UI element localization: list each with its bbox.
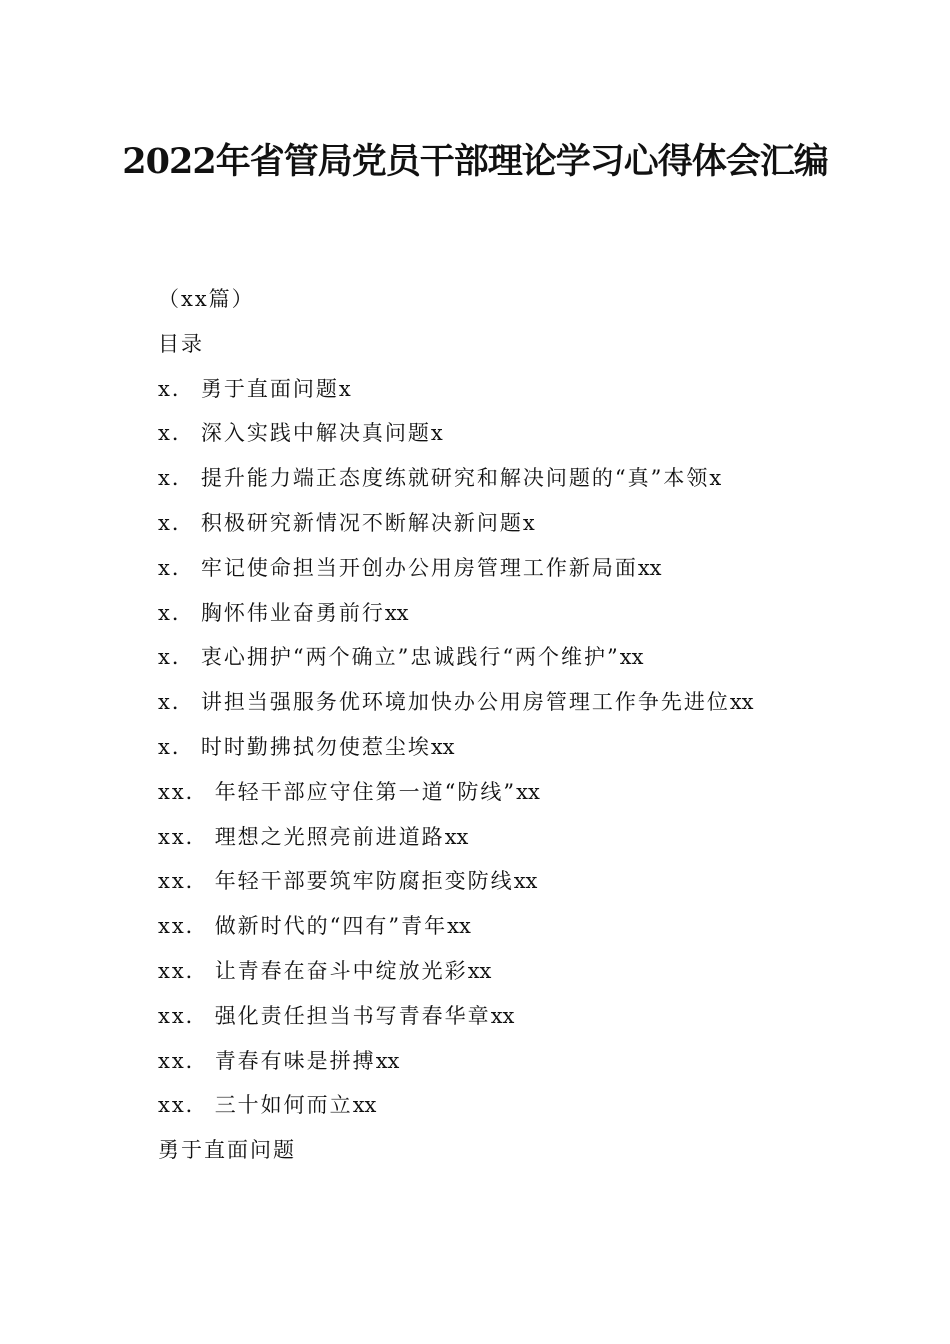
toc-item[interactable]: [158, 639, 838, 684]
toc-item-number: x．: [158, 510, 195, 535]
toc-item-page: xx: [444, 824, 469, 849]
toc-item-page: x: [709, 466, 722, 491]
document-body: [158, 281, 838, 1177]
toc-item-number: x．: [158, 555, 195, 580]
table-of-contents: [158, 371, 838, 1133]
toc-item-number: x．: [158, 376, 195, 401]
toc-item-title: 三十如何而立: [214, 1093, 353, 1118]
toc-item-title: 年轻干部要筑牢防腐拒变防线: [214, 869, 514, 894]
toc-item[interactable]: [158, 550, 838, 595]
toc-item-title: 青春有味是拼搏: [214, 1048, 376, 1073]
toc-item-title: 深入实践中解决真问题: [200, 421, 431, 446]
toc-item[interactable]: [158, 953, 838, 998]
toc-item-number: xx．: [158, 958, 209, 983]
toc-item[interactable]: [158, 863, 838, 908]
toc-item-page: xx: [637, 555, 662, 580]
toc-item-title: 年轻干部应守住第一道“防线”: [214, 779, 517, 804]
toc-item-title: 衷心拥护“两个确立”忠诚践行“两个维护”: [200, 645, 620, 670]
toc-item[interactable]: [158, 819, 838, 864]
toc-item-title: 让青春在奋斗中绽放光彩: [214, 958, 468, 983]
toc-item-number: xx．: [158, 1003, 209, 1028]
toc-item-number: x．: [158, 645, 195, 670]
toc-item-title: 积极研究新情况不断解决新问题: [200, 510, 523, 535]
toc-item-page: xx: [384, 600, 409, 625]
toc-item-number: xx．: [158, 869, 209, 894]
toc-item[interactable]: [158, 460, 838, 505]
toc-item-page: xx: [447, 914, 471, 939]
toc-item-title: 做新时代的“四有”青年: [214, 914, 448, 939]
toc-item-number: x．: [158, 734, 195, 759]
toc-item-title: 理想之光照亮前进道路: [214, 824, 445, 849]
count-note: （xx篇）: [158, 287, 255, 311]
toc-item[interactable]: [158, 505, 838, 550]
toc-item[interactable]: [158, 1043, 838, 1088]
toc-item-number: xx．: [158, 1048, 209, 1073]
toc-item[interactable]: [158, 371, 838, 416]
toc-item-number: xx．: [158, 779, 209, 804]
toc-item-page: xx: [729, 690, 754, 715]
toc-item-page: x: [430, 421, 443, 446]
section-heading: 勇于直面问题: [158, 1138, 296, 1163]
toc-item[interactable]: [158, 684, 838, 729]
toc-item-page: xx: [516, 779, 540, 804]
toc-item-page: x: [338, 376, 351, 401]
toc-item-title: 牢记使命担当开创办公用房管理工作新局面: [200, 555, 638, 580]
toc-item-title: 提升能力端正态度练就研究和解决问题的“真”本领: [200, 466, 710, 491]
toc-item-number: x．: [158, 421, 195, 446]
toc-item-page: xx: [467, 958, 492, 983]
toc-item-page: xx: [430, 734, 455, 759]
toc-item[interactable]: [158, 415, 838, 460]
toc-item-page: xx: [490, 1003, 515, 1028]
toc-item[interactable]: [158, 729, 838, 774]
toc-item-page: xx: [375, 1048, 400, 1073]
toc-item-number: x．: [158, 466, 195, 491]
toc-item-page: xx: [619, 645, 644, 670]
toc-heading: 目录: [158, 331, 204, 356]
toc-item-title: 勇于直面问题: [200, 376, 339, 401]
toc-item-page: xx: [352, 1093, 377, 1118]
toc-item-page: xx: [513, 869, 538, 894]
toc-item[interactable]: [158, 998, 838, 1043]
toc-item-number: x．: [158, 690, 195, 715]
toc-item-number: xx．: [158, 1093, 209, 1118]
toc-item[interactable]: [158, 774, 838, 819]
toc-item-title: 时时勤拂拭勿使惹尘埃: [200, 734, 431, 759]
toc-item-number: x．: [158, 600, 195, 625]
toc-item-title: 讲担当强服务优环境加快办公用房管理工作争先进位: [200, 690, 730, 715]
toc-item-title: 强化责任担当书写青春华章: [214, 1003, 491, 1028]
toc-item-page: x: [522, 510, 535, 535]
toc-item[interactable]: [158, 908, 838, 953]
toc-item[interactable]: [158, 595, 838, 640]
toc-item-number: xx．: [158, 914, 209, 939]
toc-item[interactable]: [158, 1087, 838, 1132]
toc-item-number: xx．: [158, 824, 209, 849]
document-title: 2022年省管局党员干部理论学习心得体会汇编: [122, 141, 828, 182]
toc-item-title: 胸怀伟业奋勇前行: [200, 600, 385, 625]
